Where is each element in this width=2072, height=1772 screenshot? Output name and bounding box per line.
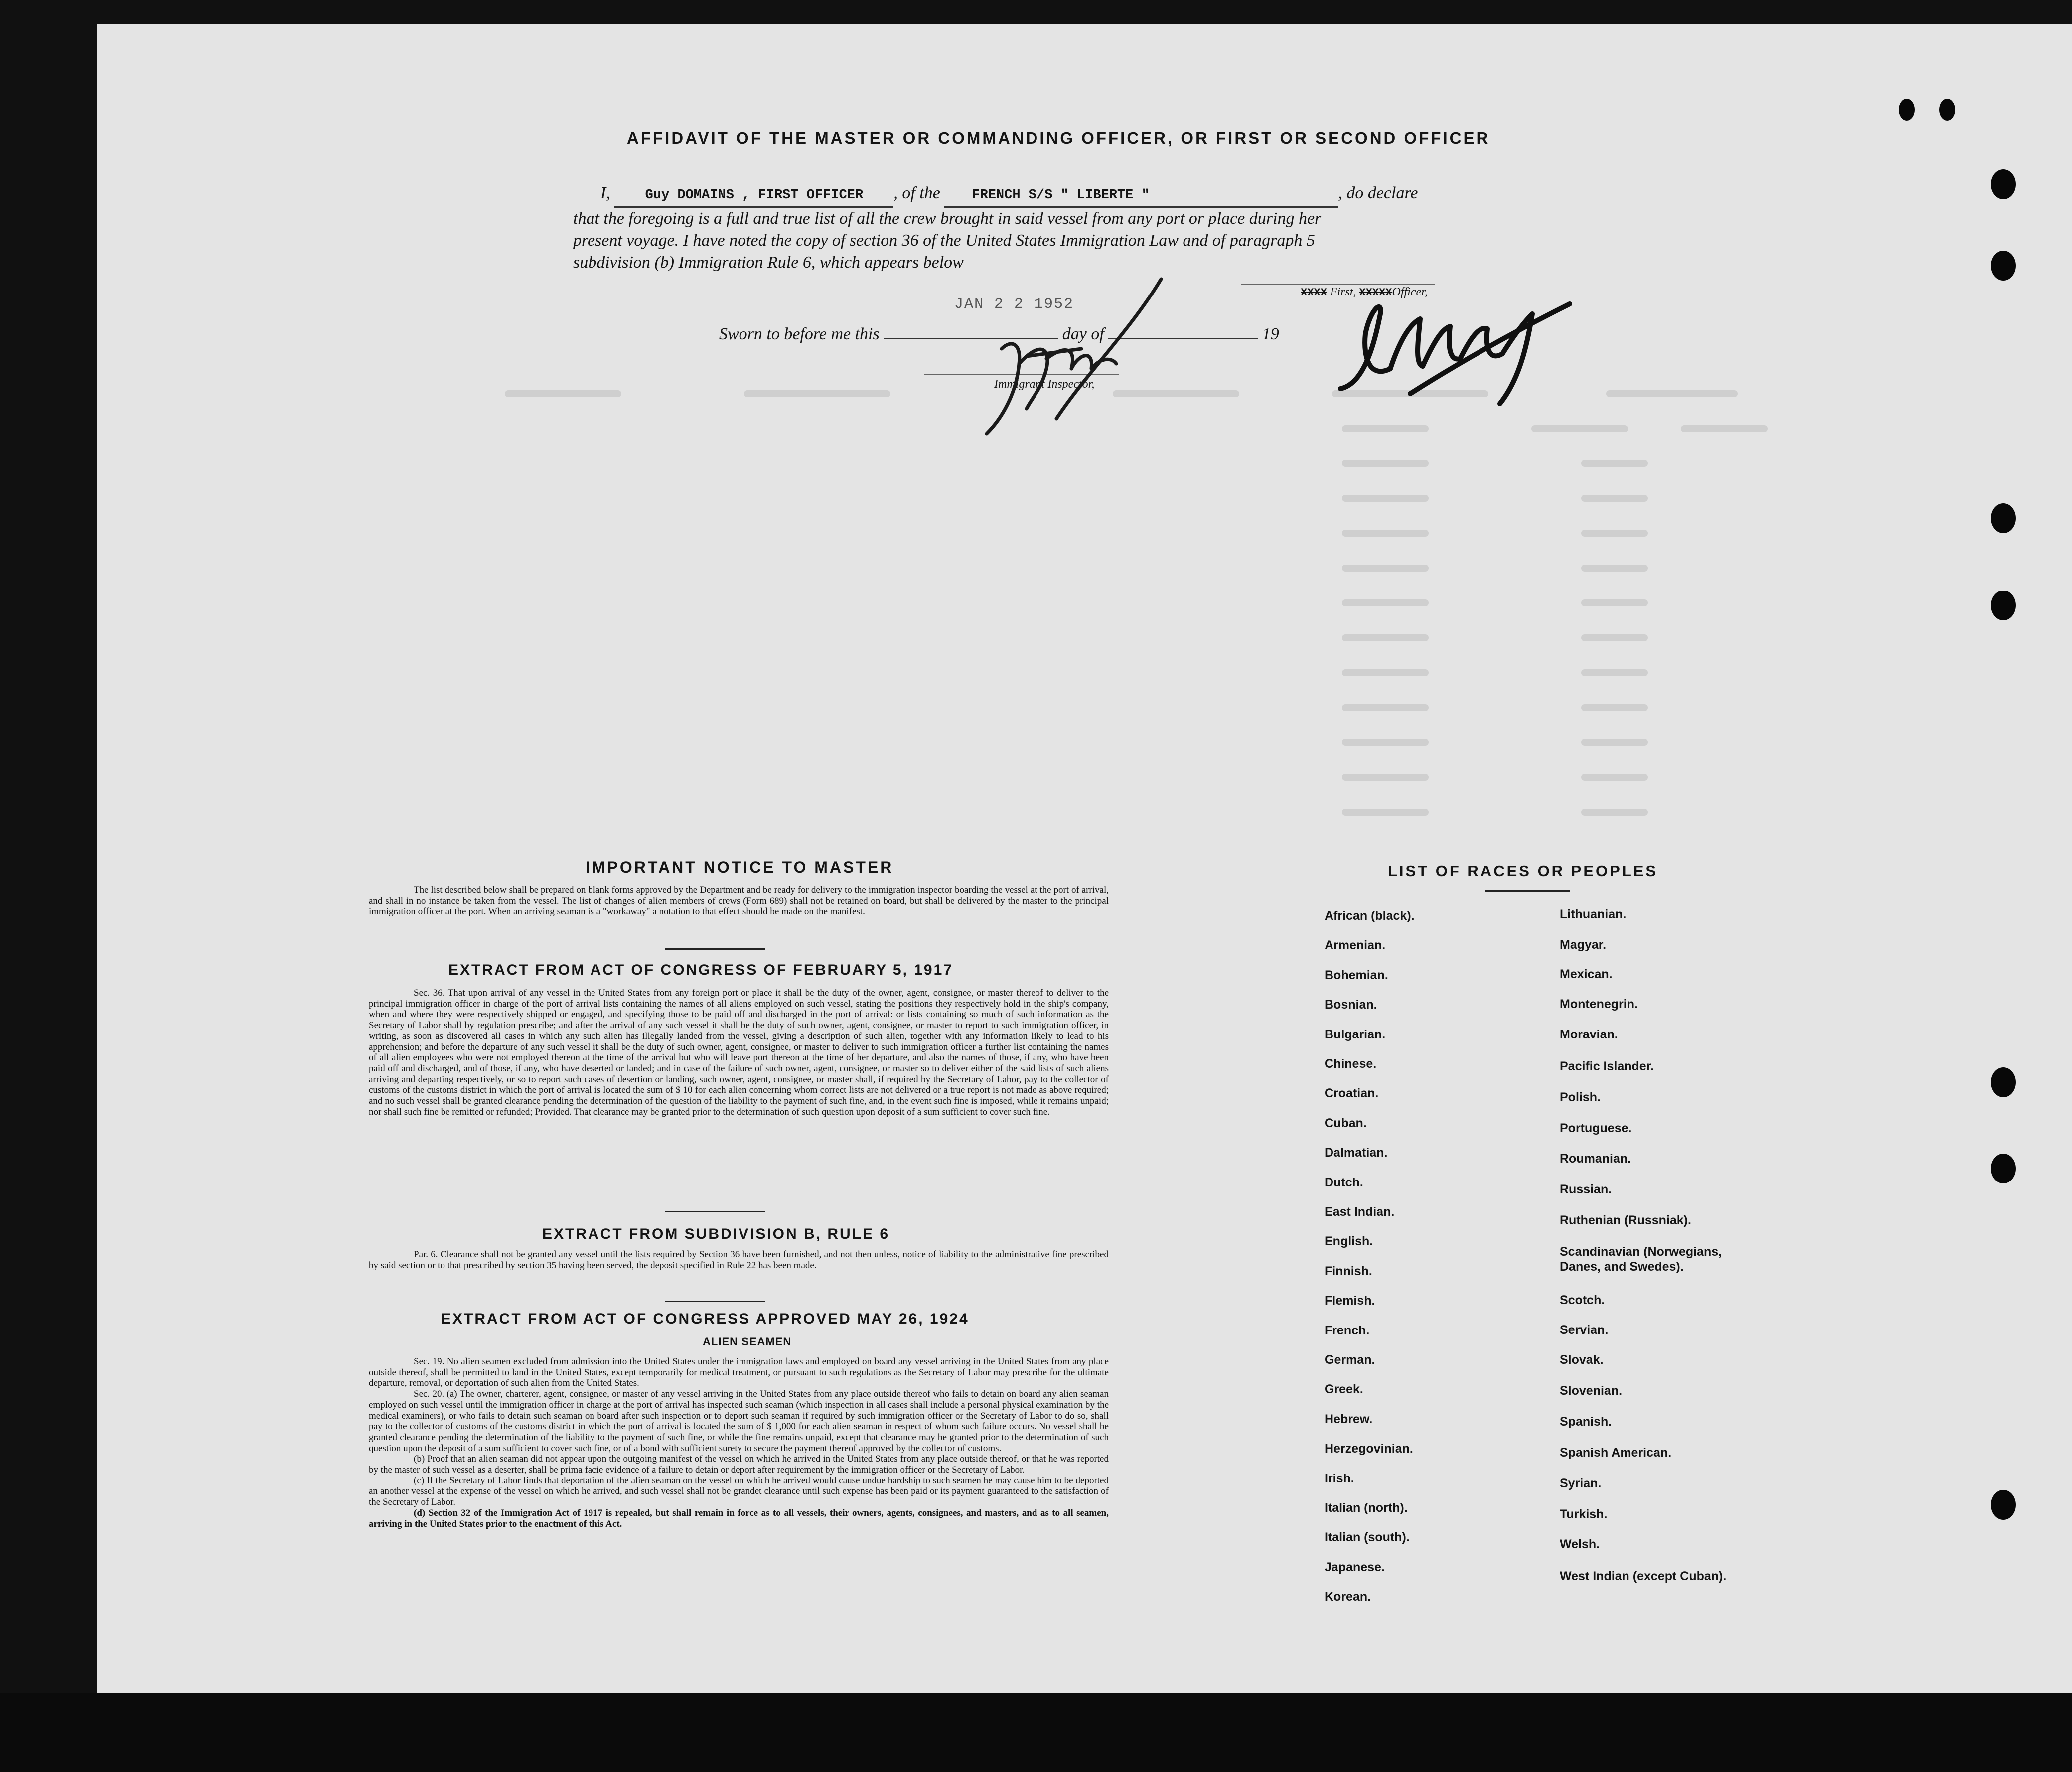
race-item: Bohemian.	[1325, 968, 1388, 982]
act-1917-title: EXTRACT FROM ACT OF CONGRESS OF FEBRUARY 5, 1917	[448, 962, 953, 978]
rule-6-paragraph: Par. 6. Clearance shall not be granted any vessel until the lists required by Section 36 have been furnished, and not then unless, notice of liability to the administrative fine prescribed by said section or to that prescribed by section 35 having been served, the deposit specified in Rule 22 has been made.	[369, 1249, 1109, 1271]
race-item: Scotch.	[1560, 1293, 1605, 1307]
officer-title-label: XXXX First, XXXXXOfficer,	[1301, 286, 1428, 299]
sec-20a-paragraph: Sec. 20. (a) The owner, charterer, agent, consignee, or master of any vessel arriving in the United States from any place outside thereof who fails to detain on board any alien seaman employed on such vessel until the immigration officer in charge at the port of arrival has inspected such seaman (which inspection in all cases shall include a personal physical examination by the medical examiners), or who fails to detain such seaman on board after such inspection or to deport such seaman if required by such immigration officer or the Secretary of Labor to do so, shall pay to the collector of customs of the customs district in which the port of arrival is located the sum of $ 1,000 for each alien seaman in respect of whom such failure occurs. No vessel shall be granted clearance pending the determination of the liability to the payment of such fine, or while the fine remains unpaid, except that clearance may be granted prior to the determination of such question upon the deposit of a sum sufficient to cover such fine, or of a bond with sufficient surety to secure the payment thereof approved by the collector of customs.	[369, 1389, 1109, 1454]
rule-6-title: EXTRACT FROM SUBDIVISION B, RULE 6	[542, 1226, 890, 1242]
race-item: Cuban.	[1325, 1116, 1367, 1130]
race-item: Portuguese.	[1560, 1121, 1632, 1135]
race-item: Montenegrin.	[1560, 997, 1638, 1011]
race-item: Turkish.	[1560, 1507, 1608, 1521]
race-item: Russian.	[1560, 1182, 1612, 1196]
race-item: West Indian (except Cuban).	[1560, 1569, 1727, 1583]
race-item: Chinese.	[1325, 1057, 1377, 1071]
act-1924-section	[369, 1356, 1109, 1529]
race-item: East Indian.	[1325, 1205, 1395, 1219]
sec-19-paragraph: Sec. 19. No alien seamen excluded from admission into the United States under the immigration laws and employed on board any vessel arriving in the United States from any place outside thereof, shall be permitted to land in the United States, except temporarily for medical treatment, or pursuant to such regulations as the Secretary of Labor may prescribe for the ultimate departure, removal, or deportation of such alien from the United States.	[369, 1356, 1109, 1389]
race-item: Ruthenian (Russniak).	[1560, 1213, 1691, 1227]
declaration-text	[573, 182, 1519, 274]
declaration-line-4: subdivision (b) Immigration Rule 6, which appears below	[573, 253, 964, 272]
alien-seamen-subtitle: ALIEN SEAMEN	[703, 1335, 792, 1348]
punch-hole-icon	[1991, 1154, 2016, 1183]
race-item: Italian (south).	[1325, 1530, 1410, 1545]
officer-signature-icon	[1335, 279, 1575, 409]
race-item: Spanish American.	[1560, 1446, 1672, 1460]
race-item: Bosnian.	[1325, 998, 1377, 1012]
race-item: Scandinavian (Norwegians, Danes, and Swedes).	[1560, 1245, 1722, 1274]
section-divider	[665, 948, 765, 950]
punch-hole-icon	[1991, 591, 2016, 620]
punch-hole-icon	[1991, 1067, 2016, 1097]
sec-20b-paragraph: (b) Proof that an alien seaman did not appear upon the outgoing manifest of the vessel on which he arrived in the United States from any place outside thereof, or that he was reported by the master of such vessel as a deserter, shall be prima facie evidence of a failure to detain or deport after requirement by the immigration officer or the Secretary of Labor.	[369, 1454, 1109, 1476]
races-title: LIST OF RACES OR PEOPLES	[1388, 862, 1658, 880]
sec-20c-paragraph: (c) If the Secretary of Labor finds that deportation of the alien seaman on the vessel on which he arrived would cause undue hardship to such seamen he may cause him to be deported an another vessel at the expense of the vessel on which he arrived, and such vessel shall not be grandet clearance until such expense has been paid or its payment guaranteed to the satisfaction of the Secretary of Labor.	[369, 1475, 1109, 1508]
vessel-name-typed: FRENCH S/S " LIBERTE "	[972, 188, 1150, 203]
date-stamp: JAN 2 2 1952	[954, 296, 1074, 313]
section-divider	[1485, 890, 1570, 892]
race-item: Magyar.	[1560, 938, 1607, 952]
punch-hole-icon	[1991, 503, 2016, 533]
affidavit-title: AFFIDAVIT OF THE MASTER OR COMMANDING OFFICER, OR FIRST OR SECOND OFFICER	[627, 129, 1490, 147]
race-item: Irish.	[1325, 1471, 1354, 1485]
punch-hole-icon	[1939, 99, 1955, 121]
punch-hole-icon	[1991, 1490, 2016, 1520]
punch-hole-icon	[1991, 251, 2016, 281]
race-item: Croatian.	[1325, 1086, 1379, 1101]
notice-section	[369, 885, 1109, 917]
race-item: Japanese.	[1325, 1560, 1385, 1574]
section-divider	[665, 1301, 765, 1302]
punch-hole-icon	[1899, 99, 1915, 121]
race-item: African (black).	[1325, 909, 1415, 923]
act-1917-section	[369, 988, 1109, 1117]
bleed-through-texture	[488, 379, 1983, 877]
race-item: Armenian.	[1325, 938, 1386, 953]
race-item: Finnish.	[1325, 1264, 1372, 1278]
section-divider	[665, 1211, 765, 1212]
notice-title: IMPORTANT NOTICE TO MASTER	[586, 858, 894, 876]
race-item: Greek.	[1325, 1382, 1363, 1397]
inspector-label: Immigrant Inspector,	[994, 378, 1095, 391]
race-item: Dutch.	[1325, 1175, 1363, 1189]
race-item: Welsh.	[1560, 1537, 1600, 1551]
race-item: French.	[1325, 1323, 1370, 1337]
race-item: Bulgarian.	[1325, 1027, 1386, 1041]
declaration-line-3: present voyage. I have noted the copy of section 36 of the United States Immigration Law and of paragraph 5	[573, 231, 1315, 250]
race-item: Mexican.	[1560, 967, 1613, 981]
declaration-line-1: I, Guy DOMAINS , FIRST OFFICER , of the FRENCH S/S " LIBERTE " , do declare	[573, 182, 1519, 208]
rule-6-section	[369, 1249, 1109, 1271]
race-item: Italian (north).	[1325, 1501, 1408, 1515]
race-item: Flemish.	[1325, 1294, 1375, 1308]
sworn-line: Sworn to before me this day of 19	[719, 325, 1279, 343]
race-item: Polish.	[1560, 1090, 1601, 1104]
act-1917-paragraph: Sec. 36. That upon arrival of any vessel in the United States from any foreign port or place it shall be the duty of the owner, agent, consignee, or master thereof to deliver to the principal immigration officer in charge of the port of arrival lists containing the names of all aliens employed on such vessel, stating the positions they respectively hold in the ship's company, when and where they were respectively shipped or engaged, and specifying those to be paid off and discharged in the port of arrival: or lists containing so much of such information as the Secretary of Labor shall by regulation prescribe; and after the arrival of any such vessel it shall be the duty of such owner, agent, consignee, or master to report to such immigration officer, in writing, as soon as discovered all cases in which any such alien has illegally landed from the vessel, giving a description of such alien, together with any information likely to lead to his apprehension; and before the departure of any such vessel it shall be the duty of such owner, agent, consignee, or master to deliver to such immigration officer a further list containing the names of all alien employees who were not employed thereon at the time of the arrival but who will leave port thereon at the time of her departure, and also the names of those, if any, who have been paid off and discharged, and of those, if any, who have deserted or landed; and in case of the failure of such owner, agent, consignee, or master so to deliver either of the said lists of such aliens arriving and departing respectively, or so to report such cases of desertion or landing, such owner, agent, consignee, or master shall, if required by the Secretary of Labor, pay to the collector of customs of the customs district in which the port of arrival is located the sum of $ 10 for each alien concerning whom correct lists are not delivered or a true report is not made as above required; and no such vessel shall be granted clearance pending the determination of the question of the liability to the payment of such fine, and, in the event such fine is imposed, while it remains unpaid; nor shall such fine be remitted or refunded; Provided. That clearance may be granted prior to the determination of such question upon deposit of a sum sufficient to cover such fine.	[369, 988, 1109, 1117]
race-item: Dalmatian.	[1325, 1146, 1388, 1160]
punch-hole-icon	[1991, 169, 2016, 199]
race-item: Slovak.	[1560, 1353, 1604, 1367]
race-item: Syrian.	[1560, 1477, 1602, 1490]
declaration-line-2: that the foregoing is a full and true list of all the crew brought in said vessel from any port or place during her	[573, 209, 1322, 228]
race-item: English.	[1325, 1234, 1373, 1249]
race-item: Roumanian.	[1560, 1152, 1631, 1166]
act-1924-title: EXTRACT FROM ACT OF CONGRESS APPROVED MAY 26, 1924	[441, 1311, 969, 1327]
race-item: Korean.	[1325, 1590, 1371, 1604]
race-item: Slovenian.	[1560, 1384, 1623, 1398]
notice-paragraph: The list described below shall be prepared on blank forms approved by the Department and be ready for delivery to the immigration inspector boarding the vessel at the port of arrival, and shall in no instance be taken from the vessel. The list of changes of alien members of crews (Form 689) shall not be retained on board, but shall be delivered by the master to the principal immigration officer at the port. When an arriving seaman is a "workaway" a notation to that effect should be made on the manifest.	[369, 885, 1109, 917]
race-item: Lithuanian.	[1560, 907, 1627, 921]
race-item: Moravian.	[1560, 1028, 1618, 1041]
race-item: Pacific Islander.	[1560, 1059, 1654, 1073]
race-item: Herzegovinian.	[1325, 1442, 1413, 1456]
race-item: Servian.	[1560, 1323, 1609, 1337]
sec-20d-paragraph: (d) Section 32 of the Immigration Act of 1917 is repealed, but shall remain in force as to all vessels, their owners, agents, consignees, and masters, and as to all seamen, arriving in the United States prior to the enactment of this Act.	[369, 1507, 1109, 1529]
race-item: Hebrew.	[1325, 1412, 1373, 1426]
officer-name-typed: Guy DOMAINS , FIRST OFFICER	[645, 188, 864, 203]
bottom-border-strip	[0, 1693, 2072, 1772]
race-item: German.	[1325, 1353, 1375, 1367]
inspector-signature-icon	[972, 269, 1181, 439]
race-item: Spanish.	[1560, 1415, 1612, 1429]
